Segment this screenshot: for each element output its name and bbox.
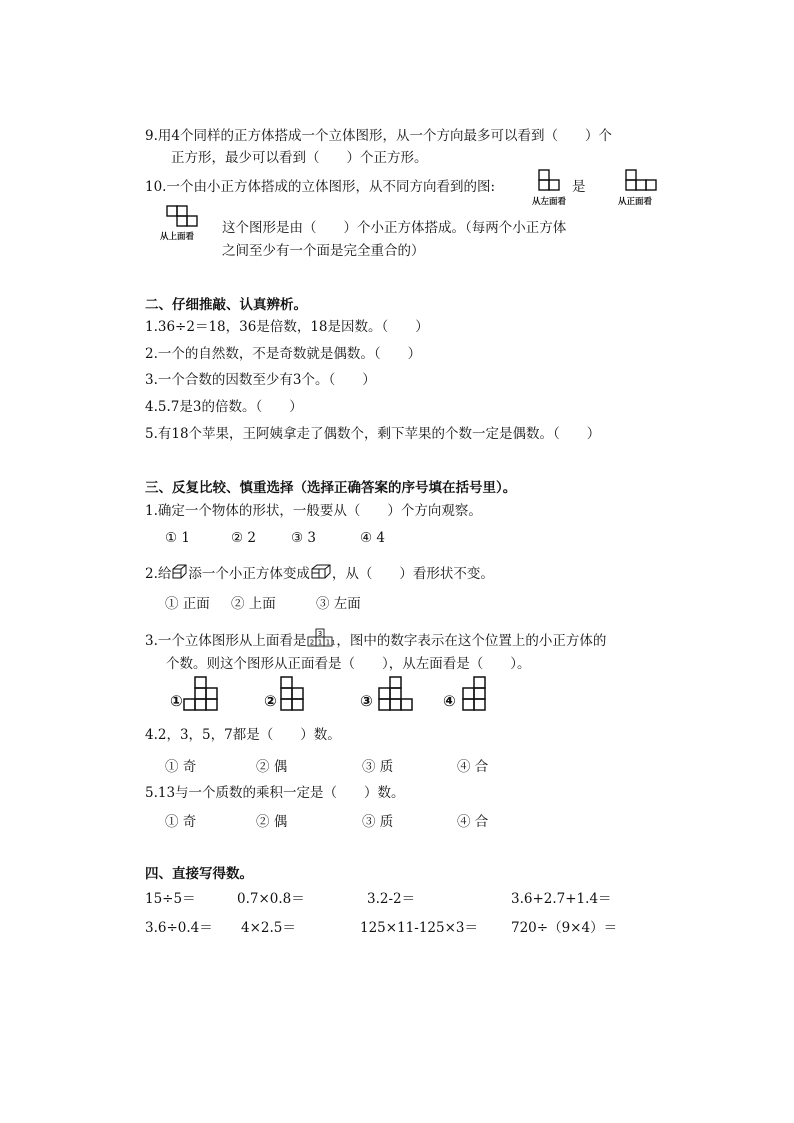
q3-line2: 个数。则这个图形从正面看是（ ），从左面看是（ ）。 — [166, 656, 531, 672]
sec2-item-4: 4.5.7是3的倍数。（ ） — [145, 399, 303, 415]
q4-option-2: ② 偶 — [256, 759, 288, 775]
q5-option-2: ② 偶 — [256, 814, 288, 830]
q3-option-label-1: ① — [170, 692, 183, 710]
q2-option-2: ② 上面 — [231, 596, 276, 612]
option-figure-3 — [378, 676, 418, 712]
caption-top-view: 从上面看 — [160, 232, 195, 242]
sec3-q4: 4.2，3，5，7都是（ ）数。 — [145, 727, 341, 743]
q4-option-4: ④ 合 — [457, 759, 489, 775]
q2-option-1: ① 正面 — [165, 596, 210, 612]
grid-digit: 3 — [318, 630, 323, 638]
q1-option-3: ③ 3 — [291, 530, 316, 546]
calc-1-1: 15÷5＝ — [145, 891, 196, 907]
calc-2-3: 125×11-125×3＝ — [360, 920, 478, 936]
q3-option-label-2: ② — [264, 692, 277, 710]
caption-front-view: 从正面看 — [618, 197, 653, 207]
caption-left-view: 从左面看 — [532, 197, 567, 207]
top-view-number-grid — [306, 628, 336, 648]
option-figure-1 — [184, 676, 220, 712]
sec2-item-5: 5.有18个苹果，王阿姨拿走了偶数个，剩下苹果的个数一定是偶数。（ ） — [145, 426, 601, 442]
section3-title: 三、反复比较、慎重选择（选择正确答案的序号填在括号里）。 — [145, 480, 517, 496]
left-view-figure — [538, 169, 564, 191]
section4-title: 四、直接写得数。 — [145, 866, 253, 882]
calc-1-4: 3.6+2.7+1.4＝ — [511, 891, 612, 907]
q10-line3: 之间至少有一个面是完全重合的） — [222, 243, 425, 259]
q10-line1: 10.一个由小正方体搭成的立体图形，从不同方向看到的图: — [145, 179, 496, 195]
option-figure-4 — [462, 676, 492, 712]
q3-text-a: 3.一个立体图形从上面看是 — [145, 633, 307, 649]
sec2-item-3: 3.一个合数的因数至少有3个。（ ） — [145, 372, 376, 388]
sec3-q2 — [145, 564, 494, 583]
top-view-figure — [166, 205, 202, 227]
sec3-q3 — [145, 628, 606, 650]
q2-text-a: 2.给 — [145, 566, 172, 582]
q10-line2: 这个图形是由（ ）个小正方体搭成。（每两个小正方体 — [222, 220, 567, 236]
q5-option-1: ① 奇 — [165, 814, 197, 830]
front-view-figure — [625, 169, 661, 191]
q2-text-b: 添一个小正方体变成 — [188, 566, 310, 582]
sec2-item-2: 2.一个的自然数，不是奇数就是偶数。（ ） — [145, 346, 422, 362]
option-figure-2 — [280, 676, 306, 712]
cube-stack-icon — [171, 564, 188, 580]
q4-option-1: ① 奇 — [165, 759, 197, 775]
q9-line1: 9.用4个同样的正方体搭成一个立体图形，从一个方向最多可以看到（ ）个 — [145, 128, 612, 144]
calc-1-2: 0.7×0.8＝ — [237, 891, 305, 907]
q3-option-label-4: ④ — [443, 692, 456, 710]
grid-digit: 1 — [326, 638, 331, 647]
q9-line2: 正方形，最少可以看到（ ）个正方形。 — [171, 150, 428, 166]
q5-option-3: ③ 质 — [362, 814, 394, 830]
grid-digit: 2 — [310, 638, 315, 647]
q2-option-3: ③ 左面 — [316, 596, 361, 612]
q3-option-label-3: ③ — [360, 692, 373, 710]
grid-digit: 1 — [331, 639, 336, 647]
q1-option-1: ① 1 — [165, 530, 190, 546]
calc-2-2: 4×2.5＝ — [241, 920, 296, 936]
q5-option-4: ④ 合 — [457, 814, 489, 830]
q4-option-3: ③ 质 — [362, 759, 394, 775]
sec3-q1: 1.确定一个物体的形状，一般要从（ ）个方向观察。 — [145, 503, 482, 519]
sec2-item-1: 1.36÷2＝18，36是倍数，18是因数。（ ） — [145, 319, 429, 335]
q2-text-c: ，从（ ）看形状不变。 — [331, 566, 494, 582]
grid-digit: 1 — [318, 638, 323, 647]
q3-text-b: ，图中的数字表示在这个位置上的小正方体的 — [336, 633, 607, 649]
section2-title: 二、仔细推敲、认真辨析。 — [145, 297, 307, 313]
calc-1-3: 3.2-2＝ — [367, 891, 416, 907]
q10-is-1: 是 — [572, 179, 586, 195]
calc-2-4: 720÷（9×4）＝ — [511, 920, 618, 936]
q1-option-2: ② 2 — [231, 530, 256, 546]
sec3-q5: 5.13与一个质数的乘积一定是（ ）数。 — [145, 785, 405, 801]
calc-2-1: 3.6÷0.4＝ — [145, 920, 213, 936]
q1-option-4: ④ 4 — [360, 530, 385, 546]
cube-stack-added-icon — [310, 564, 332, 580]
